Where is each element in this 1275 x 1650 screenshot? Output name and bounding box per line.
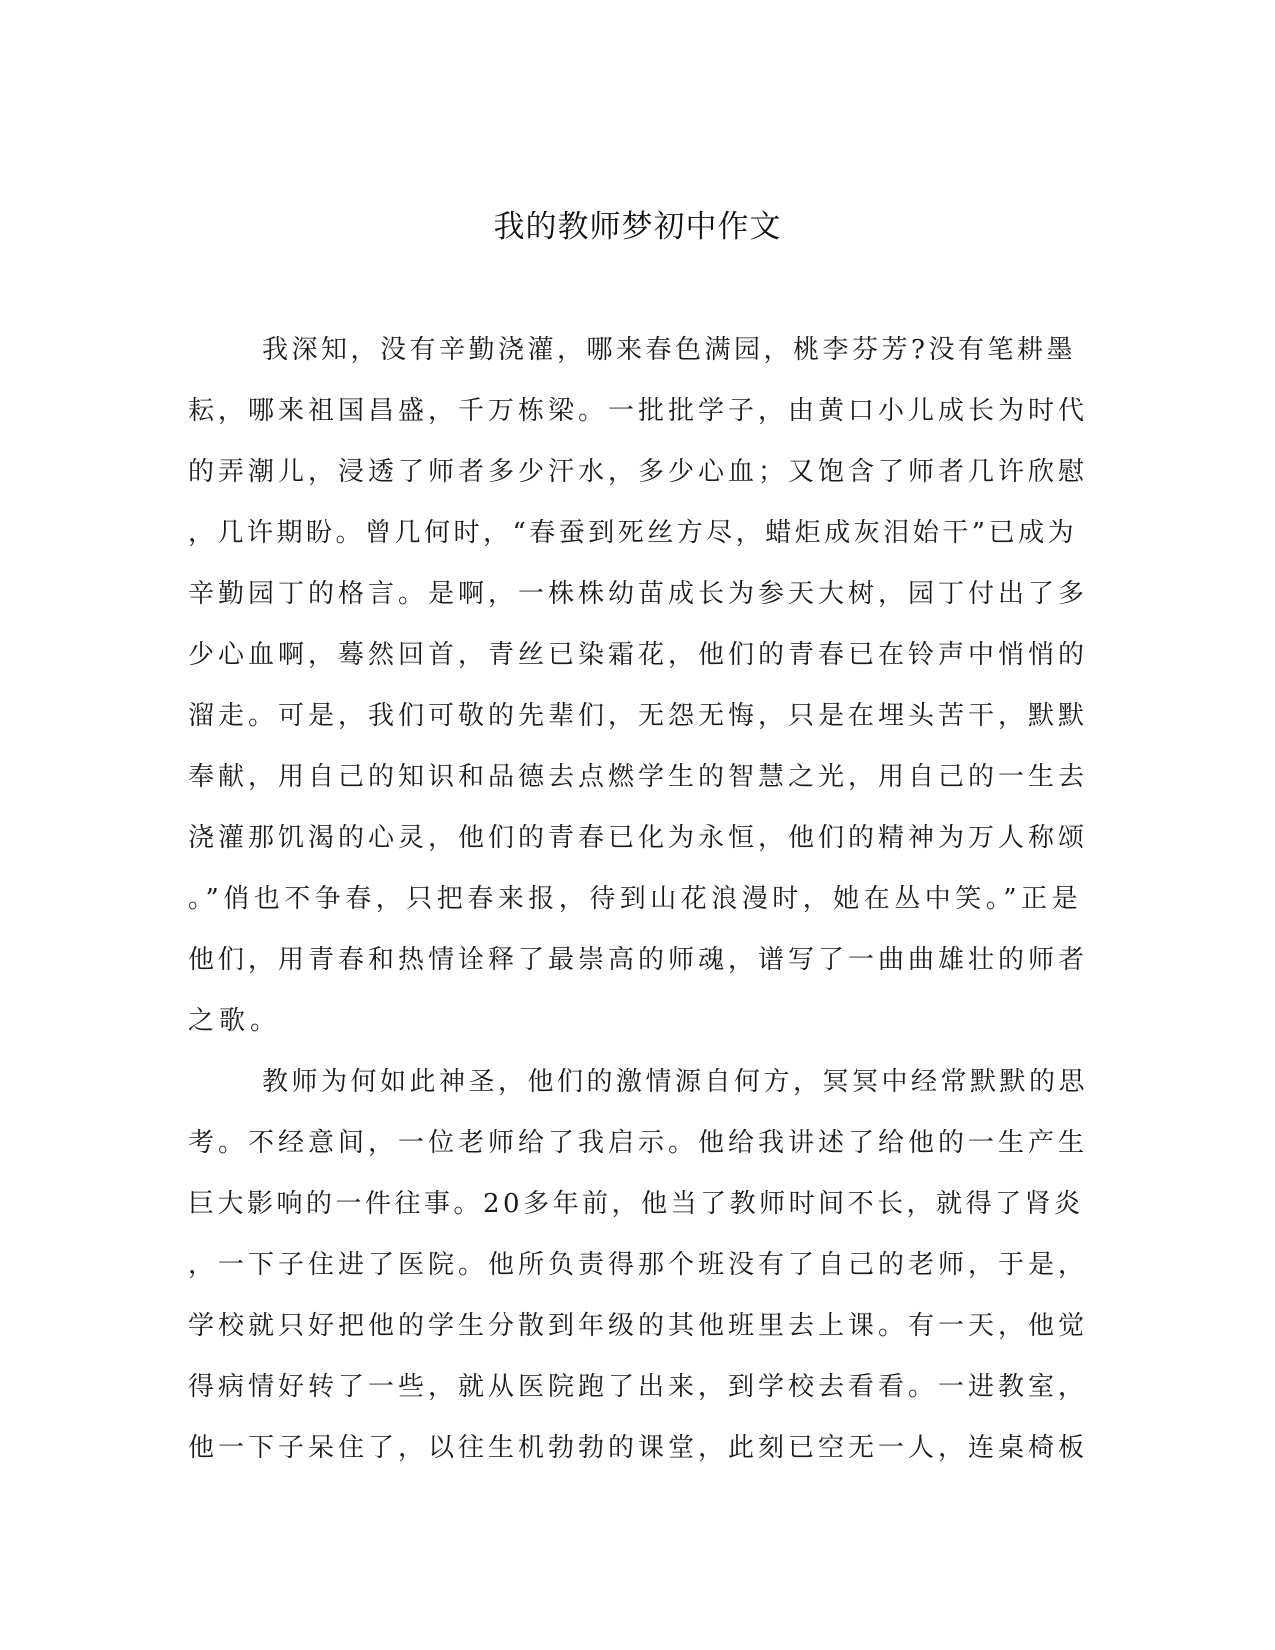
document-title: 我的教师梦初中作文	[493, 209, 782, 245]
paragraph-line: 他一下子呆住了，以往生机勃勃的课堂，此刻已空无一人，连桌椅板	[188, 1433, 1089, 1463]
paragraph-line: 之歌。	[188, 1006, 282, 1036]
paragraph-line: 得病情好转了一些，就从医院跑了出来，到学校去看看。一进教室，	[188, 1372, 1089, 1402]
paragraph-line: 耘，哪来祖国昌盛，千万栋梁。一批批学子，由黄口小儿成长为时代	[188, 396, 1089, 426]
document-body	[188, 320, 1088, 1479]
paragraph-line: 的弄潮儿，浸透了师者多少汗水，多少心血；又饱含了师者几许欣慰	[188, 457, 1089, 487]
paragraph-line: 考。不经意间，一位老师给了我启示。他给我讲述了给他的一生产生	[188, 1128, 1089, 1158]
paragraph-line: ，几许期盼。曾几何时，“春蚕到死丝方尽，蜡炬成灰泪始干”已成为	[188, 518, 1078, 548]
paragraph-line: 浇灌那饥渴的心灵，他们的青春已化为永恒，他们的精神为万人称颂	[188, 823, 1089, 853]
paragraph-line: 少心血啊，蓦然回首，青丝已染霜花，他们的青春已在铃声中悄悄的	[188, 640, 1089, 670]
paragraph-line: 他们，用青春和热情诠释了最崇高的师魂，谱写了一曲曲雄壮的师者	[188, 945, 1089, 975]
paragraph-line: 教师为何如此神圣，他们的激情源自何方，冥冥中经常默默的思	[262, 1067, 1089, 1097]
paragraph-line: 辛勤园丁的格言。是啊，一株株幼苗成长为参天大树，园丁付出了多	[188, 579, 1089, 609]
paragraph-line: 学校就只好把他的学生分散到年级的其他班里去上课。有一天，他觉	[188, 1311, 1089, 1341]
paragraph-line: 巨大影响的一件往事。20多年前，他当了教师时间不长，就得了肾炎	[188, 1189, 1084, 1219]
paragraph-line: 我深知，没有辛勤浇灌，哪来春色满园，桃李芬芳?没有笔耕墨	[262, 335, 1076, 365]
paragraph-line: ，一下子住进了医院。他所负责得那个班没有了自己的老师，于是，	[188, 1250, 1089, 1280]
paragraph-line: 。”俏也不争春，只把春来报，待到山花浪漫时，她在丛中笑。”正是	[188, 884, 1083, 914]
paragraph-line: 奉献，用自己的知识和品德去点燃学生的智慧之光，用自己的一生去	[188, 762, 1089, 792]
paragraph-line: 溜走。可是，我们可敬的先辈们，无怨无悔，只是在埋头苦干，默默	[188, 701, 1089, 731]
